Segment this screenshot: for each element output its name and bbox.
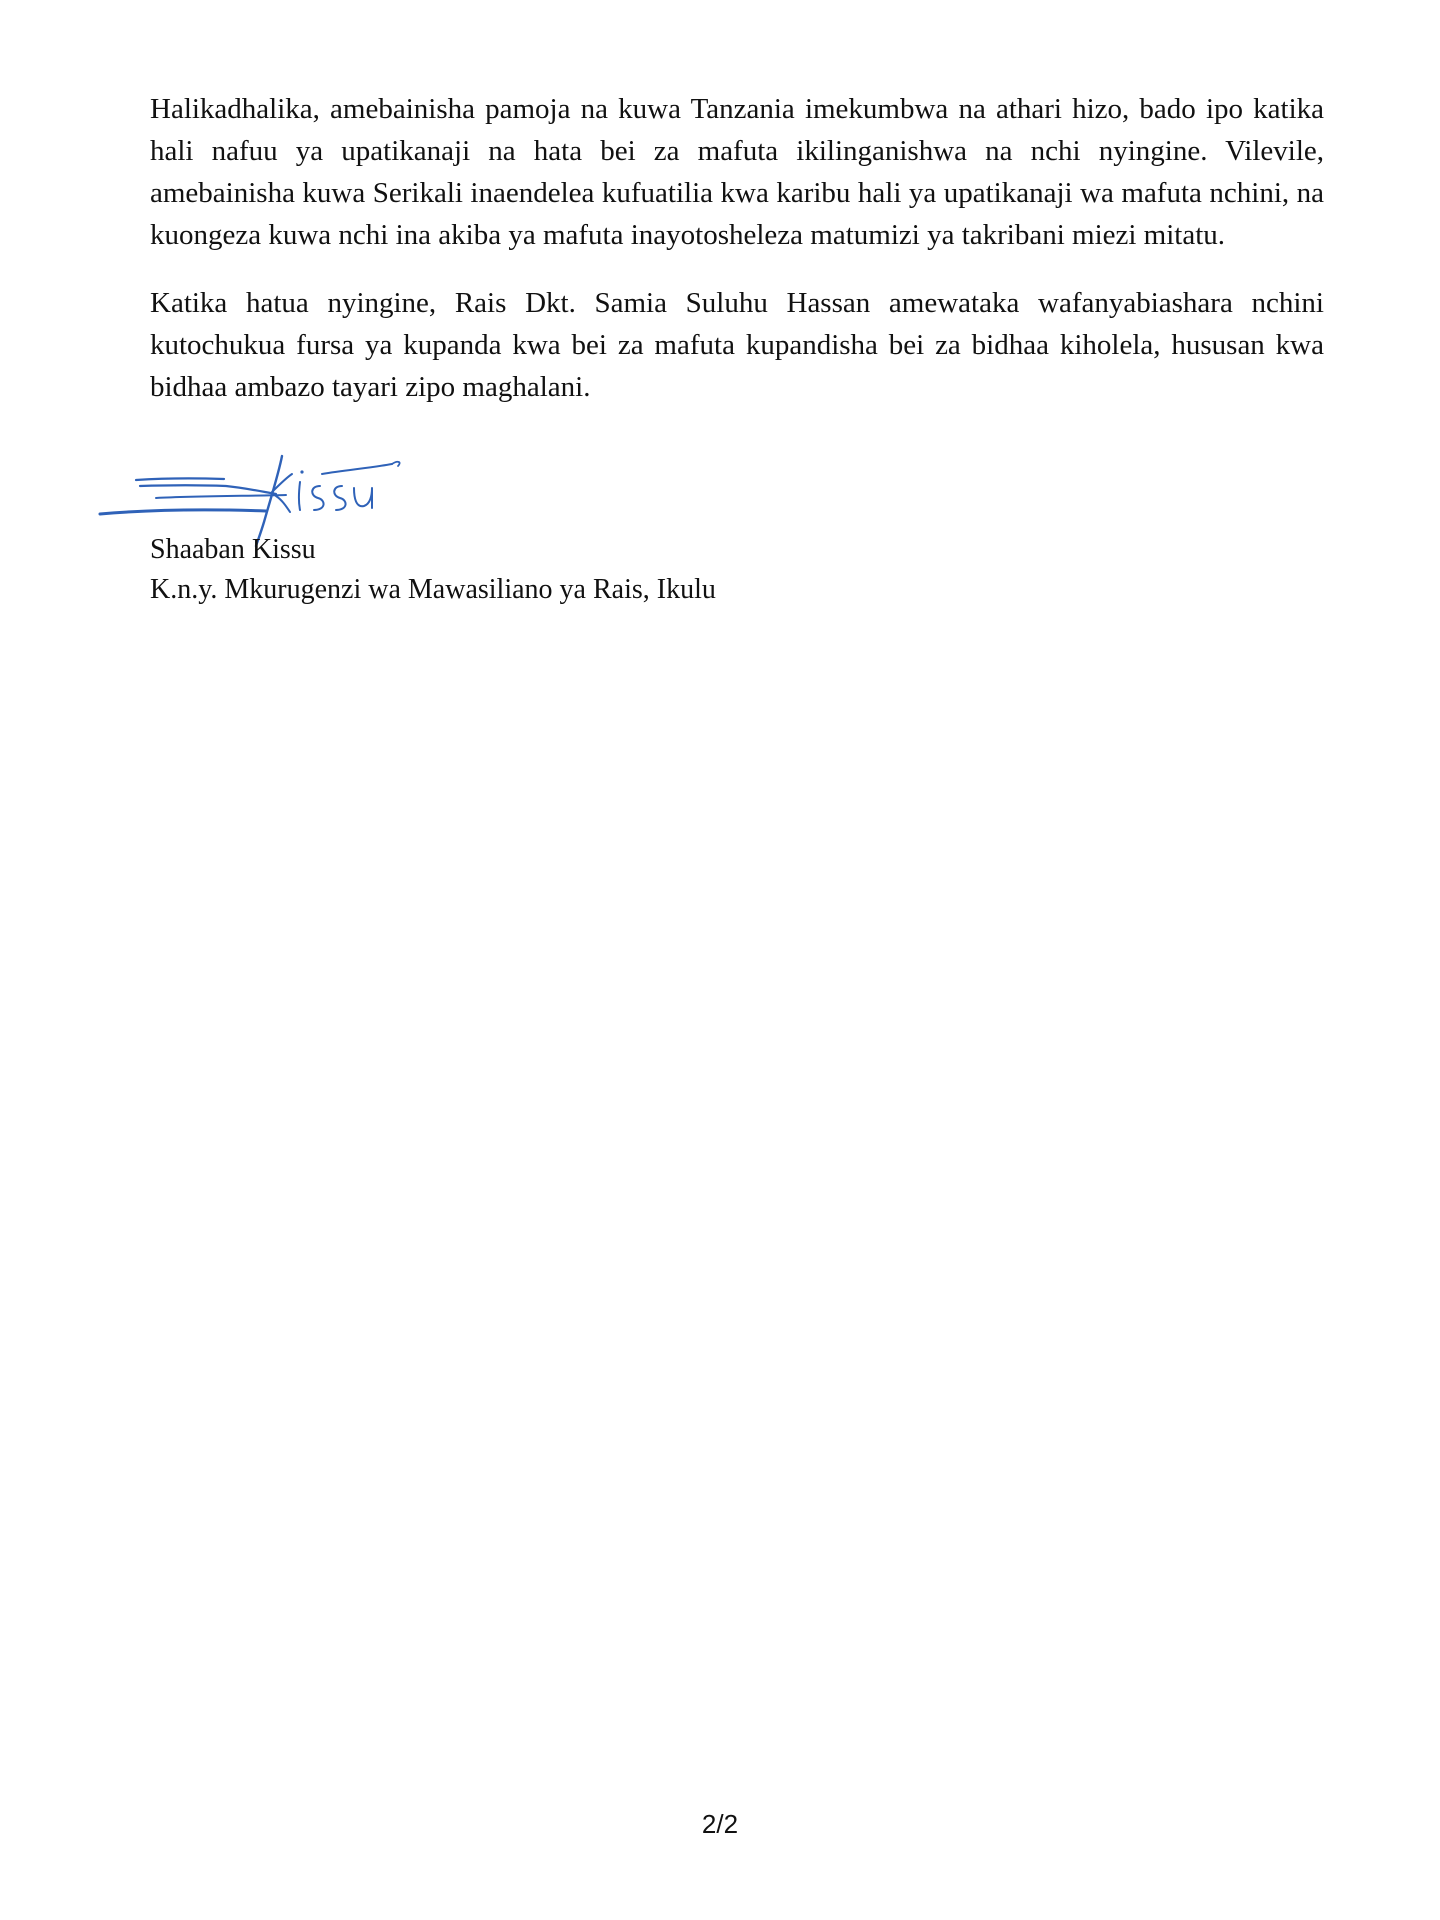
signatory-block (150, 530, 716, 610)
paragraph: Halikadhalika, amebainisha pamoja na kuwa Tanzania imekumbwa na athari hizo, bado ipo katika hali nafuu ya upatikanaji na hata bei za mafuta ikilinganishwa na nchi nyingine. Vilevile, amebainisha kuwa Serikali inaendelea kufuatilia kwa karibu hali ya upatikanaji wa mafuta nchini, na kuongeza kuwa nchi ina akiba ya mafuta inayotosheleza matumizi ya takribani miezi mitatu. (150, 93, 1324, 251)
paragraph: Katika hatua nyingine, Rais Dkt. Samia Suluhu Hassan amewataka wafanyabiashara nchini kutochukua fursa ya kupanda kwa bei za mafuta kupandisha bei za bidhaa kiholela, hususan kwa bidhaa ambazo tayari zipo maghalani. (150, 287, 1324, 403)
document-body (150, 88, 1324, 434)
signatory-title: K.n.y. Mkurugenzi wa Mawasiliano ya Rais, Ikulu (150, 574, 716, 605)
page-number: 2/2 (701, 1809, 739, 1839)
signatory-name: Shaaban Kissu (150, 534, 316, 565)
